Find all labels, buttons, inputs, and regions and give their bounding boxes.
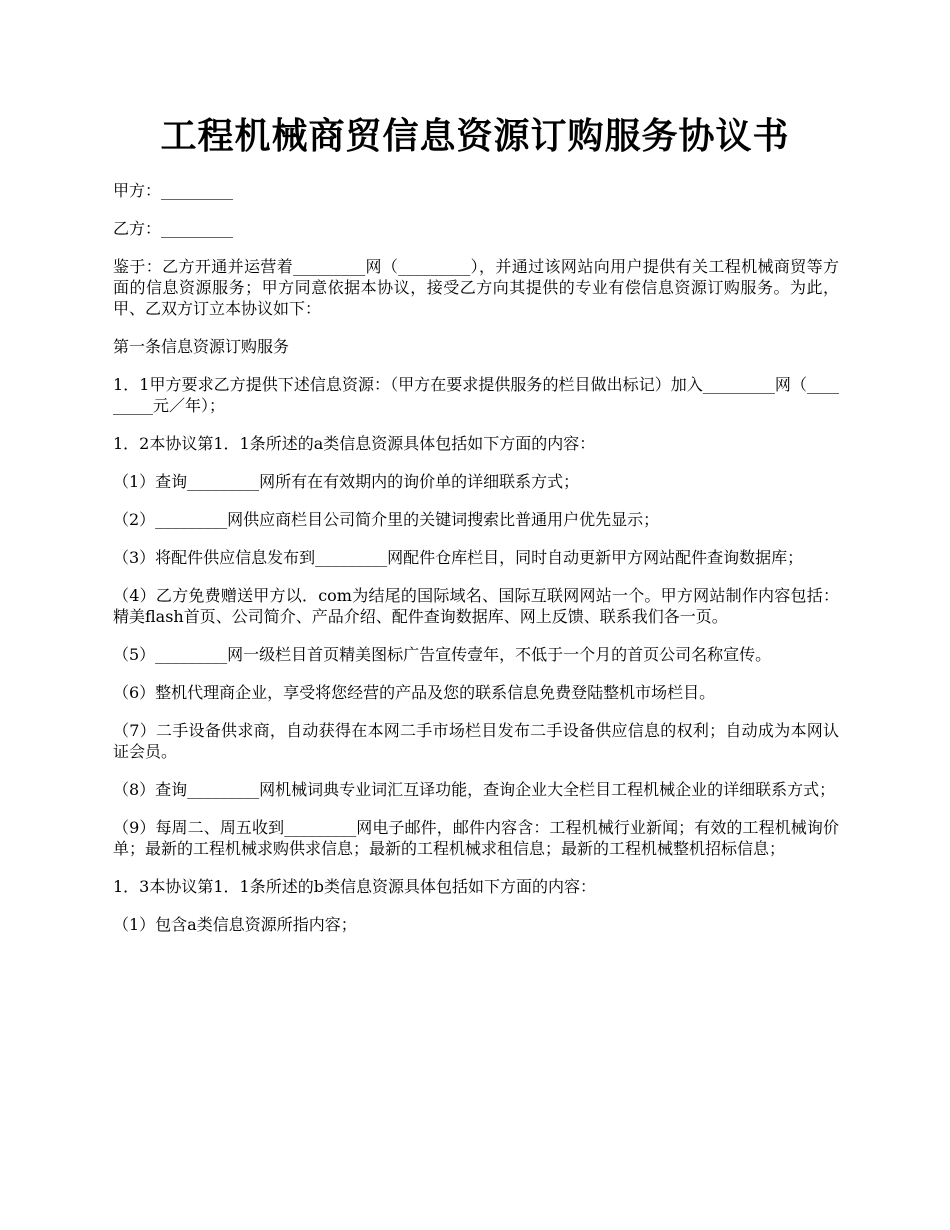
- document-body: [113, 180, 839, 952]
- list-item: （2）_________网供应商栏目公司简介里的关键词搜索比普通用户优先显示；: [113, 510, 660, 529]
- clause-1-3: 1．3本协议第1．1条所述的b类信息资源具体包括如下方面的内容：: [113, 877, 596, 896]
- party-b-line: 乙方：_________: [113, 219, 234, 238]
- preamble-paragraph: 鉴于：乙方开通并运营着_________网（_________），并通过该网站向用户提供有关工程机械商贸等方面的信息资源服务；甲方同意依据本协议，接受乙方向其提供的专业有偿信息资源订购服务。为此，甲、乙双方订立本协议如下：: [113, 257, 839, 318]
- document-title: 工程机械商贸信息资源订购服务协议书: [160, 115, 790, 157]
- list-item: （1）查询_________网所有在有效期内的询价单的详细联系方式；: [113, 472, 580, 491]
- list-item: （4）乙方免费赠送甲方以．com为结尾的国际域名、国际互联网网站一个。甲方网站制作内容包括：精美flash首页、公司简介、产品介绍、配件查询数据库、网上反馈、联系我们各一页。: [113, 586, 839, 626]
- list-item: （8）查询_________网机械词典专业词汇互译功能，查询企业大全栏目工程机械企业的详细联系方式；: [113, 780, 836, 799]
- list-item: （6）整机代理商企业，享受将您经营的产品及您的联系信息免费登陆整机市场栏目。: [113, 683, 716, 702]
- clause-1-1: 1．1甲方要求乙方提供下述信息资源：（甲方在要求提供服务的栏目做出标记）加入_________网（_________元／年）；: [113, 375, 839, 415]
- list-item: （3）将配件供应信息发布到_________网配件仓库栏目，同时自动更新甲方网站配件查询数据库；: [113, 548, 804, 567]
- list-item: （5）_________网一级栏目首页精美图标广告宣传壹年，不低于一个月的首页公司名称宣传。: [113, 645, 772, 664]
- party-a-line: 甲方：_________: [113, 181, 234, 200]
- list-item: （7）二手设备供求商，自动获得在本网二手市场栏目发布二手设备供应信息的权利；自动成为本网认证会员。: [113, 721, 839, 761]
- clause-1-2: 1．2本协议第1．1条所述的a类信息资源具体包括如下方面的内容：: [113, 434, 596, 453]
- list-item: （1）包含a类信息资源所指内容；: [113, 915, 357, 934]
- list-item: （9）每周二、周五收到_________网电子邮件，邮件内容含：工程机械行业新闻；有效的工程机械询价单；最新的工程机械求购供求信息；最新的工程机械求租信息；最新的工程机械整机招标信息；: [113, 818, 839, 858]
- article-heading: 第一条信息资源订购服务: [113, 337, 290, 356]
